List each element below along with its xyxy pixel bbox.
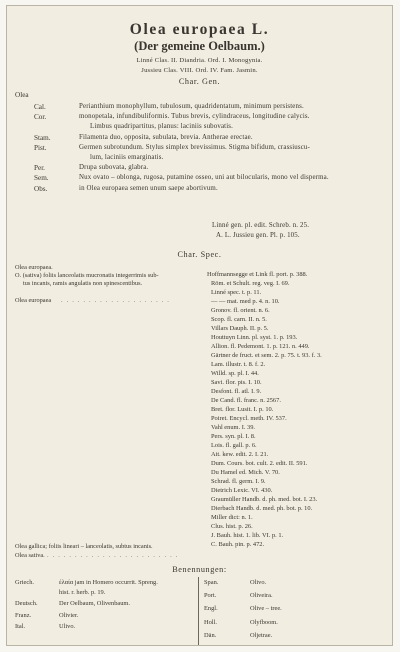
gen-ref-linne: Linné gen. pl. edit. Schreb. n. 25. (212, 222, 310, 229)
name-value: Olyfboom. (250, 618, 278, 626)
char-spec-heading: Char. Spec. (177, 250, 222, 259)
spec-sativa-line2: tus incanis, ramis angulatis non spinescentibus. (23, 280, 143, 287)
char-gen-text: Perianthium monophyllum, tubulosum, quadridentatum, minimum persistens. (79, 103, 304, 110)
spec-reference: De Cand. fl. franc. n. 2567. (211, 397, 281, 404)
spec-reference: Clus. hist. p. 26. (211, 523, 253, 530)
spec-olea-europaea: Olea europaea. (15, 264, 53, 271)
spec-reference: Linné spec. t. p. 11. (211, 289, 262, 296)
spec-reference: — — mat. med p. 4. n. 10. (211, 298, 280, 305)
char-gen-text: Filamenta duo, opposita, subulata, brevia. Antherae erectae. (79, 133, 253, 141)
char-gen-heading: Char. Gen. (178, 77, 221, 86)
column-divider (198, 577, 199, 645)
jussieu-classification: Jussieu Clas. VIII. Ord. IV. Fam. Jasmin. (141, 67, 258, 74)
char-gen-label: Sem. (34, 174, 49, 183)
name-value: Oliveira. (250, 592, 273, 600)
name-value: Oljetrae. (250, 631, 273, 639)
name-language: Port. (204, 592, 217, 600)
name-language: Franz. (15, 611, 32, 619)
name-language: Dän. (204, 631, 217, 639)
spec-reference: Houttuyn Linn. pl. syst. 1. p. 193. (211, 334, 298, 341)
genus-label: Olea (15, 91, 29, 99)
spec-reference: Villars Dauph. II. p. 5. (211, 325, 269, 332)
spec-reference: Röm. et Schult. reg. veg. I. 69. (211, 280, 290, 287)
spec-reference: Lois. fl. gall. p. 6. (211, 442, 257, 449)
char-gen-label: Stam. (34, 133, 51, 142)
name-value: hist. r. herb. p. 19. (59, 588, 106, 596)
spec-reference: C. Bauh. pin. p. 472. (211, 541, 265, 548)
linne-classification: Linné Clas. II. Diandria. Ord. I. Monogynia. (136, 57, 263, 64)
name-value: Der Oelbaum, Olivenbaum. (59, 600, 130, 608)
char-gen-label: Cor. (34, 113, 47, 122)
spec-reference: Scop. fl. carn. II. n. 5. (211, 316, 267, 323)
leader-dots: . . . . . . . . . . . . . . . . . . . . (61, 297, 171, 304)
char-gen-label: Pist. (34, 143, 47, 152)
gen-ref-jussieu: A. L. Jussieu gen. Pl. p. 105. (216, 232, 300, 239)
spec-reference: Vahl enum. I. 39. (211, 424, 256, 431)
spec-reference: Miller dict: n. 1. (211, 514, 253, 521)
spec-reference: Allion. fl. Pedemont. 1. p. 121. n. 449. (211, 343, 310, 350)
char-gen-label: Cal. (34, 103, 46, 111)
char-gen-text: lum, laciniis emarginatis. (90, 154, 164, 161)
char-gen-text: Germen subrotundum. Stylus simplex brevissimus. Stigma bifidum, crassiuscu- (79, 143, 310, 151)
name-value: ἐλαία jam in Homero occurrit. Spreng. (59, 579, 158, 586)
char-gen-label: Obs. (34, 184, 48, 193)
spec-reference: Ait. kew. edit. 2. I. 21. (211, 451, 269, 458)
spec-sativa-line1: O. (sativa) foliis lanceolatis mucronatis integerrimis sub- (15, 272, 159, 279)
spec-reference: Du Hamel ed. Mich. V. 70. (211, 469, 280, 476)
name-value: Olivier. (59, 611, 79, 619)
spec-reference: Willd. sp. pl. I. 44. (211, 370, 259, 377)
spec-reference: Desfont. fl. atl. I. 9. (211, 388, 262, 395)
spec-reference: Dierbach Handb. d. med. ph. bot. p. 10. (211, 505, 313, 512)
spec-reference: Gärtner de fruct. et sem. 2. p. 75. t. 93. f. 3. (211, 352, 322, 359)
char-gen-text: Nux ovato – oblonga, rugosa, putamine osseo, uni aut bilocularis, mono vel disperma. (79, 174, 329, 182)
herbal-page (6, 5, 393, 646)
char-gen-text: Limbus quadripartitus, planus: laciniis subovatis. (90, 123, 234, 131)
spec-reference: J. Bauh. hist. 1. lib. VI. p. 1. (211, 532, 284, 539)
spec-reference: Graumüller Handb. d. ph. med. bot. I. 23. (211, 496, 318, 503)
spec-reference: Poiret. Encycl. meth. IV. 537. (211, 415, 287, 422)
page-subtitle: (Der gemeine Oelbaum.) (134, 39, 265, 53)
char-gen-text: monopetala, infundibuliformis. Tubus brevis, cylindraceus, longitudine calycis. (79, 113, 310, 121)
spec-reference: Pers. syn. pl. I. 8. (211, 433, 256, 440)
spec-reference: Lam. illustr. t. 8. f. 2. (211, 361, 266, 368)
name-language: Span. (204, 579, 219, 586)
spec-reference: Savi. flor. pis. I. 10. (211, 379, 262, 386)
name-value: Olivo. (250, 579, 267, 586)
page-title: Olea europaea L. (129, 21, 270, 38)
spec-olea-gallica: Olea gallica; foliis lineari – lanceolatis, subtus incanis. (15, 543, 153, 550)
benennungen-heading: Benennungen: (172, 565, 227, 574)
char-gen-label: Per. (34, 164, 45, 173)
leader-dots-2: . . . . . . . . . . . . . . . . . . . . . . . . (47, 552, 179, 559)
name-value: Olive – tree. (250, 605, 282, 613)
spec-reference: Dum. Cours. bot. cult. 2. edit. II. 591. (211, 460, 308, 467)
name-language: Ital. (15, 623, 26, 631)
spec-olea-sativa: Olea sativa. (15, 552, 45, 559)
char-gen-text: Drupa subovata, glabra. (79, 164, 149, 172)
spec-reference: Dietrich Lexic. VI. 430. (211, 487, 273, 494)
spec-reference: Hoffmannsegge et Link fl. port. p. 388. (207, 271, 308, 278)
name-language: Deutsch. (15, 600, 38, 608)
spec-olea-europaea-2: Olea europaea (15, 297, 52, 304)
spec-reference: Gronov. fl. orient. n. 6. (211, 307, 270, 314)
name-value: Ulivo. (59, 623, 76, 631)
spec-reference: Schrad. fl. germ. I. 9. (211, 478, 266, 485)
spec-reference: Bret. flor. Lusit. I. p. 10. (211, 406, 274, 413)
char-gen-text: in Olea europaea semen unum saepe abortivum. (79, 184, 218, 192)
name-language: Griech. (15, 579, 34, 586)
name-language: Holl. (204, 618, 217, 626)
name-language: Engl. (204, 605, 218, 613)
